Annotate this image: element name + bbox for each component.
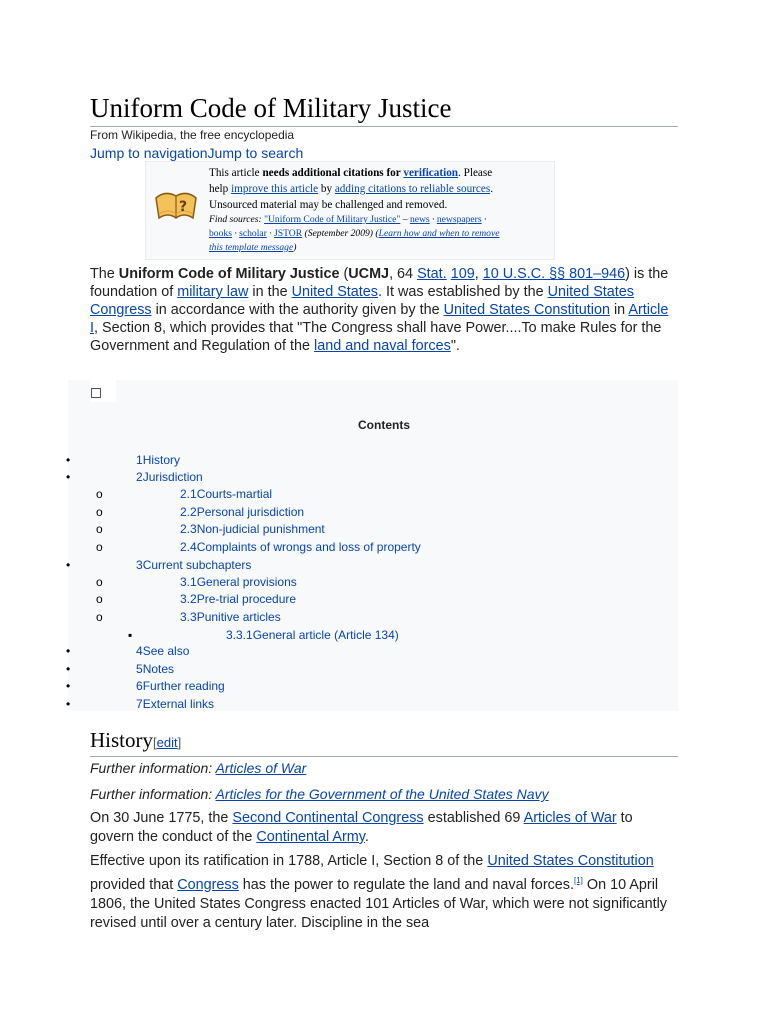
toc-item-number: 3	[136, 558, 143, 572]
toc-bullet: o	[96, 522, 103, 536]
military-law-link[interactable]: military law	[177, 284, 249, 300]
toc-item[interactable]	[136, 644, 189, 658]
toc-item-label: Complaints of wrongs and loss of property	[196, 540, 421, 554]
toc-item-label: General provisions	[196, 575, 297, 589]
toc-bullet: •	[66, 662, 71, 676]
congress-link[interactable]: Congress	[177, 876, 239, 893]
toc-item[interactable]	[136, 470, 203, 484]
toc-bullet: o	[96, 575, 103, 589]
toc-bullet: o	[96, 487, 103, 501]
toc-bullet: o	[96, 505, 103, 519]
lead-text: , Section 8, which provides that "The Congress shall have Power....To make Rules for the Government and Regulation of the	[90, 320, 662, 354]
toc-bullet: •	[66, 644, 71, 658]
toc-item-number: 2	[136, 470, 143, 484]
toc-item[interactable]	[136, 662, 174, 676]
second-continental-congress-link[interactable]: Second Continental Congress	[232, 810, 424, 826]
toc-item-label: Further reading	[142, 679, 225, 693]
toc-item-label: Non-judicial punishment	[196, 522, 325, 536]
para-text: to govern the conduct of the	[90, 810, 633, 845]
toc-item[interactable]	[136, 558, 251, 572]
toc-item-number: 2.4	[180, 540, 197, 554]
book-question-icon	[153, 184, 199, 224]
toc-item-number: 2.2	[180, 505, 197, 519]
source-jstor-link[interactable]: JSTOR	[274, 228, 303, 239]
para-text: has the power to regulate the land and naval forces.	[238, 876, 574, 893]
toc-item-label: External links	[142, 697, 215, 711]
toc-item[interactable]	[136, 453, 180, 467]
toc-item[interactable]	[180, 540, 421, 554]
jump-links	[90, 145, 303, 161]
toc-bullet: o	[96, 610, 103, 624]
separator: ·	[481, 214, 487, 225]
toc-item-label: See also	[142, 644, 190, 658]
toc-title: Contents	[358, 418, 410, 432]
toc-item[interactable]	[180, 487, 272, 501]
hatnote-navy-articles	[90, 785, 549, 803]
paren: (	[373, 228, 379, 239]
notice-text: This article	[209, 167, 263, 179]
toc-item[interactable]	[180, 505, 304, 519]
toc-item-label: Courts-martial	[196, 487, 273, 501]
notice-date: (September 2009)	[302, 228, 374, 239]
para-text: Effective upon its ratification in 1788, Article I, Section 8 of the	[90, 853, 488, 869]
stat-109-link[interactable]: 109	[450, 266, 475, 282]
toc-item[interactable]	[180, 522, 325, 536]
toc-bullet: •	[66, 697, 71, 711]
toc-bullet: o	[96, 540, 103, 554]
para-text: .	[364, 829, 369, 845]
edit-bracket: [	[153, 735, 157, 750]
navy-articles-hatnote-link[interactable]: Articles for the Government of the United States Navy	[215, 786, 549, 802]
toc-item-label: General article (Article 134)	[252, 628, 399, 642]
toc-item-label: Personal jurisdiction	[196, 505, 305, 519]
svg-text:?: ?	[179, 199, 188, 215]
stat-link[interactable]: Stat.	[417, 266, 447, 282]
source-books-link[interactable]: books	[209, 228, 232, 239]
toc-item-label: Pre-trial procedure	[196, 592, 297, 606]
history-paragraph-1	[90, 809, 680, 847]
articles-of-war-link[interactable]: Articles of War	[523, 810, 617, 826]
toc-item-number: 4	[136, 644, 143, 658]
lead-text: The	[90, 266, 119, 282]
toc-item[interactable]	[226, 628, 399, 642]
hatnote-label: Further information:	[90, 786, 216, 802]
toc-bullet: •	[66, 679, 71, 693]
toc-item[interactable]	[180, 575, 297, 589]
lead-text: in the	[248, 284, 292, 300]
learn-remove-template-link[interactable]: Learn how and when to remove this template message	[209, 228, 500, 253]
para-text: On 10 April 1806, the United States Congress enacted 101 Articles of War, which were not significantly revised until over a century later. Discipline in the sea	[90, 876, 668, 931]
toc-toggle-checkbox[interactable]	[91, 388, 101, 398]
source-newspapers-link[interactable]: newspapers	[436, 214, 482, 225]
toc-bullet: •	[66, 558, 71, 572]
lead-bold-title: Uniform Code of Military Justice	[118, 266, 340, 282]
toc-item-number: 3.2	[180, 592, 197, 606]
citation-notice-text	[209, 165, 551, 255]
notice-unsourced-text: Unsourced material may be challenged and removed.	[209, 199, 448, 211]
jump-to-search-link[interactable]: Jump to search	[207, 145, 304, 161]
toc-item-label: Current subchapters	[142, 558, 252, 572]
toc-item-number: 2.1	[180, 487, 197, 501]
toc-bullet: ▪	[128, 628, 133, 642]
jump-to-navigation-link[interactable]: Jump to navigation	[90, 145, 208, 161]
improve-article-link[interactable]: improve this article	[231, 183, 319, 195]
lead-paragraph	[90, 265, 680, 355]
adding-citations-link[interactable]: adding citations to reliable sources	[334, 183, 491, 195]
lead-text: in accordance with the authority given by the	[151, 302, 444, 318]
toc-bullet: •	[66, 453, 71, 467]
para-text: provided that	[90, 876, 178, 893]
find-sources-label: Find sources:	[209, 214, 262, 225]
verification-link[interactable]: verification	[403, 167, 459, 179]
toc-item[interactable]	[136, 697, 214, 711]
toc-item-number: 1	[136, 453, 143, 467]
source-scholar-link[interactable]: scholar	[239, 228, 267, 239]
citation-notice-box	[145, 161, 555, 260]
articles-of-war-hatnote-link[interactable]: Articles of War	[215, 760, 307, 776]
toc-item[interactable]	[180, 610, 281, 624]
toc-item-number: 3.3	[180, 610, 197, 624]
toc-item-label: Jurisdiction	[142, 470, 203, 484]
edit-history-link[interactable]: edit	[156, 735, 178, 750]
lead-text: ,	[474, 266, 483, 282]
toc-item-number: 2.3	[180, 522, 197, 536]
page-title: Uniform Code of Military Justice	[90, 92, 678, 127]
lead-text: , 64	[389, 266, 418, 282]
history-heading-text: History	[90, 728, 153, 752]
toc-item-number: 6	[136, 679, 143, 693]
lead-bold-abbrev: UCMJ	[348, 266, 390, 282]
toc-item-number: 3.3.1	[226, 628, 253, 642]
separator: ·	[231, 228, 240, 239]
lead-text: (	[339, 266, 349, 282]
notice-text: help	[209, 183, 232, 195]
toc-title-band	[90, 403, 678, 431]
separator: ·	[429, 214, 437, 225]
toc-item-label: Punitive articles	[196, 610, 281, 624]
toc-item-number: 5	[136, 662, 143, 676]
separator: –	[400, 214, 410, 225]
hatnote-articles-of-war	[90, 759, 306, 777]
edit-bracket: ]	[177, 735, 182, 750]
united-states-link[interactable]: United States	[291, 284, 378, 300]
us-constitution-link[interactable]: United States Constitution	[443, 302, 610, 318]
para-text: established 69	[423, 810, 524, 826]
paren: )	[293, 242, 297, 253]
usc-link[interactable]: 10 U.S.C. §§ 801–946	[482, 266, 626, 282]
toc-item-label: History	[142, 453, 181, 467]
citation-1-link[interactable]: [1]	[574, 876, 583, 885]
tagline: From Wikipedia, the free encyclopedia	[90, 128, 295, 142]
us-constitution-history-link[interactable]: United States Constitution	[487, 853, 654, 869]
toc-item[interactable]	[180, 592, 296, 606]
toc-item-number: 7	[136, 697, 143, 711]
us-congress-link[interactable]: United States Congress	[90, 284, 634, 318]
source-news-link[interactable]: news	[409, 214, 430, 225]
notice-text: by	[318, 183, 335, 195]
article-i-link[interactable]: Article I	[90, 302, 669, 336]
toc-item[interactable]	[136, 679, 225, 693]
lead-text: ".	[450, 338, 460, 354]
notice-text: . Please	[458, 167, 493, 179]
land-naval-forces-link[interactable]: land and naval forces	[314, 338, 451, 354]
section-heading-history	[90, 727, 678, 757]
toc-bullet: •	[66, 470, 71, 484]
separator: ·	[266, 228, 275, 239]
toc-bullet: o	[96, 592, 103, 606]
toc-item-number: 3.1	[180, 575, 197, 589]
hatnote-label: Further information:	[90, 760, 216, 776]
history-paragraph-2	[90, 852, 680, 933]
notice-text: .	[490, 183, 493, 195]
toc-item-label: Notes	[142, 662, 175, 676]
lead-text: ) is the foundation of	[90, 266, 669, 300]
lead-text: in	[609, 302, 629, 318]
para-text: On 30 June 1775, the	[90, 810, 233, 826]
lead-text: . It was established by the	[378, 284, 548, 300]
continental-army-link[interactable]: Continental Army	[256, 829, 365, 845]
find-sources-query-link[interactable]: "Uniform Code of Military Justice"	[264, 214, 401, 225]
notice-bold-text: needs additional citations for	[262, 167, 404, 179]
